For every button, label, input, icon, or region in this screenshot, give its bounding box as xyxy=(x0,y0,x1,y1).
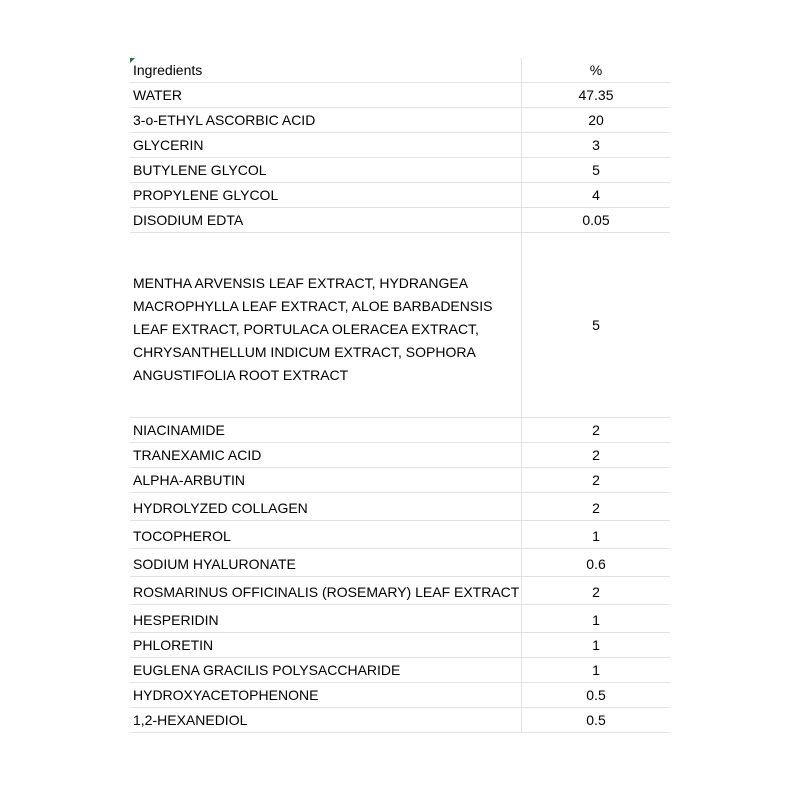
table-row xyxy=(130,208,670,233)
ingredient-name: HESPERIDIN xyxy=(133,612,219,628)
percent-cell[interactable] xyxy=(522,468,670,492)
ingredient-name: NIACINAMIDE xyxy=(133,422,225,438)
ingredient-cell[interactable] xyxy=(130,658,522,682)
percent-cell[interactable] xyxy=(522,158,670,182)
percent-value: 2 xyxy=(592,584,600,600)
ingredient-name: EUGLENA GRACILIS POLYSACCHARIDE xyxy=(133,662,401,678)
percent-value: 0.6 xyxy=(586,556,606,572)
percent-value: 0.5 xyxy=(586,687,606,703)
ingredient-name: PHLORETIN xyxy=(133,637,214,653)
percent-cell[interactable] xyxy=(522,418,670,442)
ingredient-name: TRANEXAMIC ACID xyxy=(133,447,262,463)
ingredient-name: HYDROXYACETOPHENONE xyxy=(133,687,319,703)
table-row xyxy=(130,521,670,549)
percent-value: 0.5 xyxy=(586,712,606,728)
ingredient-name: MENTHA ARVENSIS LEAF EXTRACT, HYDRANGEA MACROPHYLLA LEAF EXTRACT, ALOE BARBADENSIS LEAF EXTRACT, PORTULACA OLERACEA EXTRACT, CHRYSANTHELLUM INDICUM EXTRACT, SOPHORA ANGUSTIFOLIA ROOT EXTRACT xyxy=(133,274,493,383)
table-row xyxy=(130,493,670,521)
percent-value: 47.35 xyxy=(578,87,614,103)
percent-value: 2 xyxy=(592,447,600,463)
ingredient-name: SODIUM HYALURONATE xyxy=(133,556,296,572)
ingredient-cell[interactable] xyxy=(130,418,522,442)
percent-cell[interactable] xyxy=(522,708,670,732)
percent-value: 1 xyxy=(592,662,600,678)
percent-value: 5 xyxy=(592,316,600,333)
ingredient-name: WATER xyxy=(133,87,182,103)
table-row xyxy=(130,133,670,158)
ingredient-cell[interactable] xyxy=(130,158,522,182)
ingredient-cell[interactable] xyxy=(130,233,522,417)
percent-cell[interactable] xyxy=(522,605,670,632)
ingredient-cell[interactable] xyxy=(130,83,522,107)
table-row xyxy=(130,183,670,208)
table-row xyxy=(130,605,670,633)
ingredient-name: 1,2-HEXANEDIOL xyxy=(133,712,248,728)
percent-value: 1 xyxy=(592,612,600,628)
percent-value: 2 xyxy=(592,500,600,516)
ingredient-name: ALPHA-ARBUTIN xyxy=(133,472,246,488)
ingredient-cell[interactable] xyxy=(130,183,522,207)
header-cell-ingredients[interactable] xyxy=(130,58,522,82)
percent-cell[interactable] xyxy=(522,183,670,207)
percent-value: 3 xyxy=(592,137,600,153)
table-row xyxy=(130,158,670,183)
ingredient-name: DISODIUM EDTA xyxy=(133,212,244,228)
ingredient-name: BUTYLENE GLYCOL xyxy=(133,162,267,178)
percent-value: 2 xyxy=(592,472,600,488)
table-row xyxy=(130,683,670,708)
percent-value: 1 xyxy=(592,528,600,544)
table-row xyxy=(130,549,670,577)
table-row xyxy=(130,233,670,418)
ingredient-cell[interactable] xyxy=(130,493,522,520)
ingredient-cell[interactable] xyxy=(130,208,522,232)
header-ingredients-label: Ingredients xyxy=(133,62,203,78)
percent-value: 1 xyxy=(592,637,600,653)
percent-cell[interactable] xyxy=(522,683,670,707)
table-row xyxy=(130,83,670,108)
ingredient-name: GLYCERIN xyxy=(133,137,204,153)
percent-cell[interactable] xyxy=(522,133,670,157)
ingredient-cell[interactable] xyxy=(130,605,522,632)
table-row xyxy=(130,418,670,443)
header-cell-percent[interactable] xyxy=(522,58,670,82)
ingredient-cell[interactable] xyxy=(130,108,522,132)
percent-cell[interactable] xyxy=(522,108,670,132)
ingredient-cell[interactable] xyxy=(130,549,522,576)
table-row xyxy=(130,443,670,468)
table-row xyxy=(130,633,670,658)
table-row xyxy=(130,708,670,733)
table-row xyxy=(130,577,670,605)
ingredient-name: TOCOPHEROL xyxy=(133,528,231,544)
header-percent-label: % xyxy=(589,62,603,78)
percent-cell[interactable] xyxy=(522,233,670,417)
ingredient-cell[interactable] xyxy=(130,468,522,492)
ingredient-name: PROPYLENE GLYCOL xyxy=(133,187,279,203)
table-row xyxy=(130,108,670,133)
percent-value: 4 xyxy=(592,187,600,203)
ingredient-table xyxy=(130,58,670,733)
ingredient-cell[interactable] xyxy=(130,133,522,157)
percent-cell[interactable] xyxy=(522,521,670,548)
ingredient-cell[interactable] xyxy=(130,683,522,707)
percent-value: 5 xyxy=(592,162,600,178)
ingredient-name: HYDROLYZED COLLAGEN xyxy=(133,500,308,516)
ingredient-name: ROSMARINUS OFFICINALIS (ROSEMARY) LEAF EXTRACT xyxy=(133,584,520,600)
ingredient-cell[interactable] xyxy=(130,708,522,732)
percent-cell[interactable] xyxy=(522,443,670,467)
percent-cell[interactable] xyxy=(522,493,670,520)
percent-cell[interactable] xyxy=(522,208,670,232)
ingredient-name: 3-o-ETHYL ASCORBIC ACID xyxy=(133,112,316,128)
percent-value: 2 xyxy=(592,422,600,438)
percent-value: 20 xyxy=(588,112,604,128)
percent-cell[interactable] xyxy=(522,577,670,604)
percent-cell[interactable] xyxy=(522,83,670,107)
table-row xyxy=(130,658,670,683)
percent-value: 0.05 xyxy=(582,212,610,228)
table-header-row xyxy=(130,58,670,83)
percent-cell[interactable] xyxy=(522,633,670,657)
percent-cell[interactable] xyxy=(522,658,670,682)
ingredient-cell[interactable] xyxy=(130,443,522,467)
table-row xyxy=(130,468,670,493)
ingredient-cell[interactable] xyxy=(130,633,522,657)
active-cell-marker xyxy=(130,58,135,63)
percent-cell[interactable] xyxy=(522,549,670,576)
ingredient-cell[interactable] xyxy=(130,577,522,604)
ingredient-cell[interactable] xyxy=(130,521,522,548)
